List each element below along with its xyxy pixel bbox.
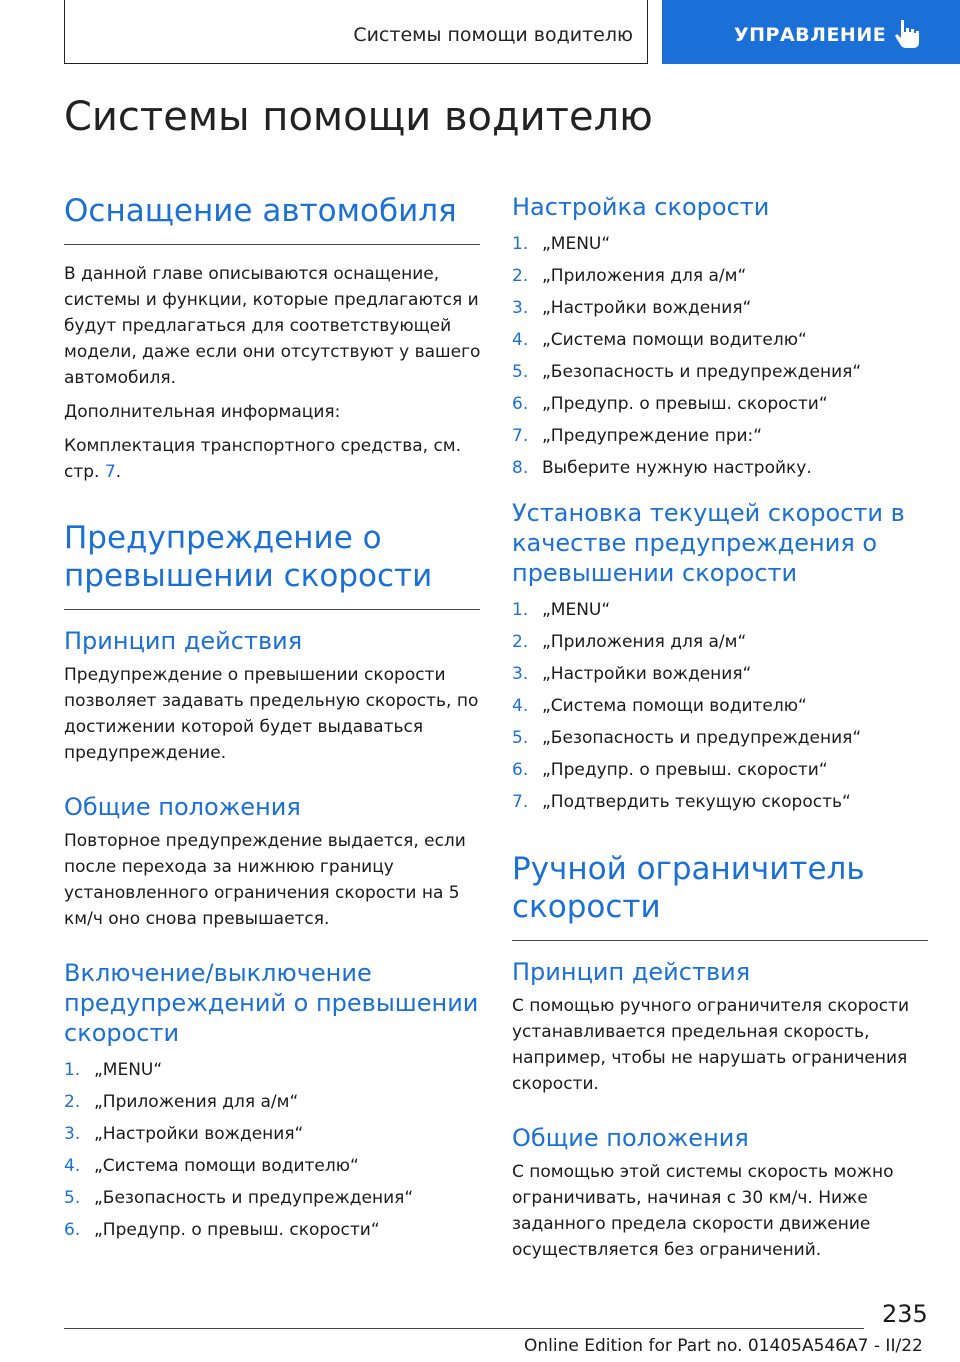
step-text: „Приложения для а/м“ [542, 266, 747, 286]
step-number: 8. [512, 458, 529, 478]
step-text: „Приложения для а/м“ [542, 632, 747, 652]
step-number: 6. [64, 1220, 81, 1240]
list-item [64, 1182, 482, 1214]
step-number: 3. [512, 298, 529, 318]
step-text: „Приложения для а/м“ [94, 1092, 299, 1112]
step-text: „Безопасность и предупреждения“ [542, 728, 862, 748]
left-column [64, 192, 482, 1260]
list-item [64, 1054, 482, 1086]
step-number: 6. [512, 760, 529, 780]
heading-divider [64, 609, 480, 610]
equipment-paragraph: В данной главе описываются оснащение, системы и функции, которые предлагаются и будут предлагаться для соответствующей модели, даже если они отсутствуют у вашего автомобиля. [64, 264, 481, 388]
principle-heading: Принцип действия [64, 627, 303, 655]
equipment-reference [64, 433, 482, 485]
step-number: 4. [512, 330, 529, 350]
hand-pointer-icon [894, 18, 920, 50]
speed-setting-heading: Настройка скорости [512, 193, 770, 221]
step-text: „MENU“ [542, 600, 611, 620]
reference-text: Комплектация транспортного средства, см. стр. [64, 436, 462, 482]
step-text: „MENU“ [94, 1060, 163, 1080]
step-text: „Подтвердить текущую скорость“ [542, 792, 851, 812]
equipment-heading: Оснащение автомобиля [64, 193, 457, 229]
list-item [512, 722, 930, 754]
list-item [512, 292, 930, 324]
list-item [512, 452, 930, 484]
page-title: Системы помощи водителю [64, 94, 653, 140]
header-section-box [64, 0, 648, 64]
speed-setting-steps-list [512, 228, 930, 484]
list-item [512, 626, 930, 658]
step-number: 1. [64, 1060, 81, 1080]
reference-end: . [115, 462, 122, 482]
step-number: 6. [512, 394, 529, 414]
step-number: 2. [64, 1092, 81, 1112]
list-item [512, 388, 930, 420]
step-number: 5. [512, 362, 529, 382]
list-item [512, 594, 930, 626]
step-text: „Настройки вождения“ [94, 1124, 304, 1144]
general-paragraph: Повторное предупреждение выдается, если после перехода за нижнюю границу установленного ограничения скорости на 5 км/ч оно снова превышается. [64, 831, 466, 929]
list-item [512, 228, 930, 260]
step-text: „Предупреждение при:“ [542, 426, 763, 446]
list-item [512, 260, 930, 292]
step-text: „Система помощи водителю“ [542, 330, 807, 350]
speed-warning-heading: Предупреждение о превышении скорости [64, 520, 433, 594]
additional-info-label: Дополнительная информация: [64, 402, 341, 422]
step-text: „Система помощи водителю“ [94, 1156, 359, 1176]
step-text: „Система помощи водителю“ [542, 696, 807, 716]
header-chapter-label: УПРАВЛЕНИЕ [734, 24, 887, 46]
list-item [512, 324, 930, 356]
step-text: „Безопасность и предупреждения“ [542, 362, 862, 382]
limiter-principle-paragraph: С помощью ручного ограничителя скорости устанавливается предельная скорость, например, чтобы не нарушать ограничения скорости. [512, 996, 910, 1094]
toggle-warnings-heading: Включение/выключение предупреждений о превышении скорости [64, 959, 479, 1047]
step-text: „Предупр. о превыш. скорости“ [542, 760, 828, 780]
heading-divider [64, 244, 480, 245]
list-item [64, 1086, 482, 1118]
step-number: 1. [512, 234, 529, 254]
step-number: 2. [512, 266, 529, 286]
list-item [64, 1150, 482, 1182]
limiter-heading: Ручной ограничитель скорости [512, 851, 865, 925]
step-text: Выберите нужную настройку. [542, 458, 812, 478]
step-text: „Настройки вождения“ [542, 664, 752, 684]
footer-edition: Online Edition for Part no. 01405A546A7 - II/22 [524, 1336, 923, 1356]
step-number: 5. [512, 728, 529, 748]
step-number: 3. [64, 1124, 81, 1144]
header-section-title: Системы помощи водителю [353, 24, 633, 46]
toggle-steps-list [64, 1054, 482, 1246]
general-heading: Общие положения [64, 793, 301, 821]
right-column [512, 192, 930, 1271]
step-number: 3. [512, 664, 529, 684]
heading-divider [512, 940, 928, 941]
set-current-steps-list [512, 594, 930, 818]
footer-divider [64, 1328, 864, 1329]
step-text: „MENU“ [542, 234, 611, 254]
page-link[interactable]: 7 [104, 462, 116, 482]
step-text: „Предупр. о превыш. скорости“ [94, 1220, 380, 1240]
limiter-principle-heading: Принцип действия [512, 958, 751, 986]
limiter-general-heading: Общие положения [512, 1124, 749, 1152]
page-number: 235 [882, 1300, 928, 1328]
step-number: 2. [512, 632, 529, 652]
list-item [512, 420, 930, 452]
list-item [64, 1214, 482, 1246]
step-text: „Предупр. о превыш. скорости“ [542, 394, 828, 414]
step-number: 7. [512, 426, 529, 446]
list-item [64, 1118, 482, 1150]
list-item [512, 356, 930, 388]
step-number: 4. [512, 696, 529, 716]
list-item [512, 786, 930, 818]
list-item [512, 754, 930, 786]
limiter-general-paragraph: С помощью этой системы скорость можно ограничивать, начиная с 30 км/ч. Ниже заданного предела скорости движение осуществляется без ограничений. [512, 1162, 894, 1260]
step-number: 4. [64, 1156, 81, 1176]
step-text: „Настройки вождения“ [542, 298, 752, 318]
step-number: 5. [64, 1188, 81, 1208]
set-current-speed-heading: Установка текущей скорости в качестве предупреждения о превышении скорости [512, 499, 905, 587]
step-number: 1. [512, 600, 529, 620]
step-text: „Безопасность и предупреждения“ [94, 1188, 414, 1208]
list-item [512, 690, 930, 722]
step-number: 7. [512, 792, 529, 812]
header-chapter-tab[interactable] [662, 0, 960, 64]
list-item [512, 658, 930, 690]
principle-paragraph: Предупреждение о превышении скорости позволяет задавать предельную скорость, по достижении которой будет выдаваться предупреждение. [64, 665, 479, 763]
